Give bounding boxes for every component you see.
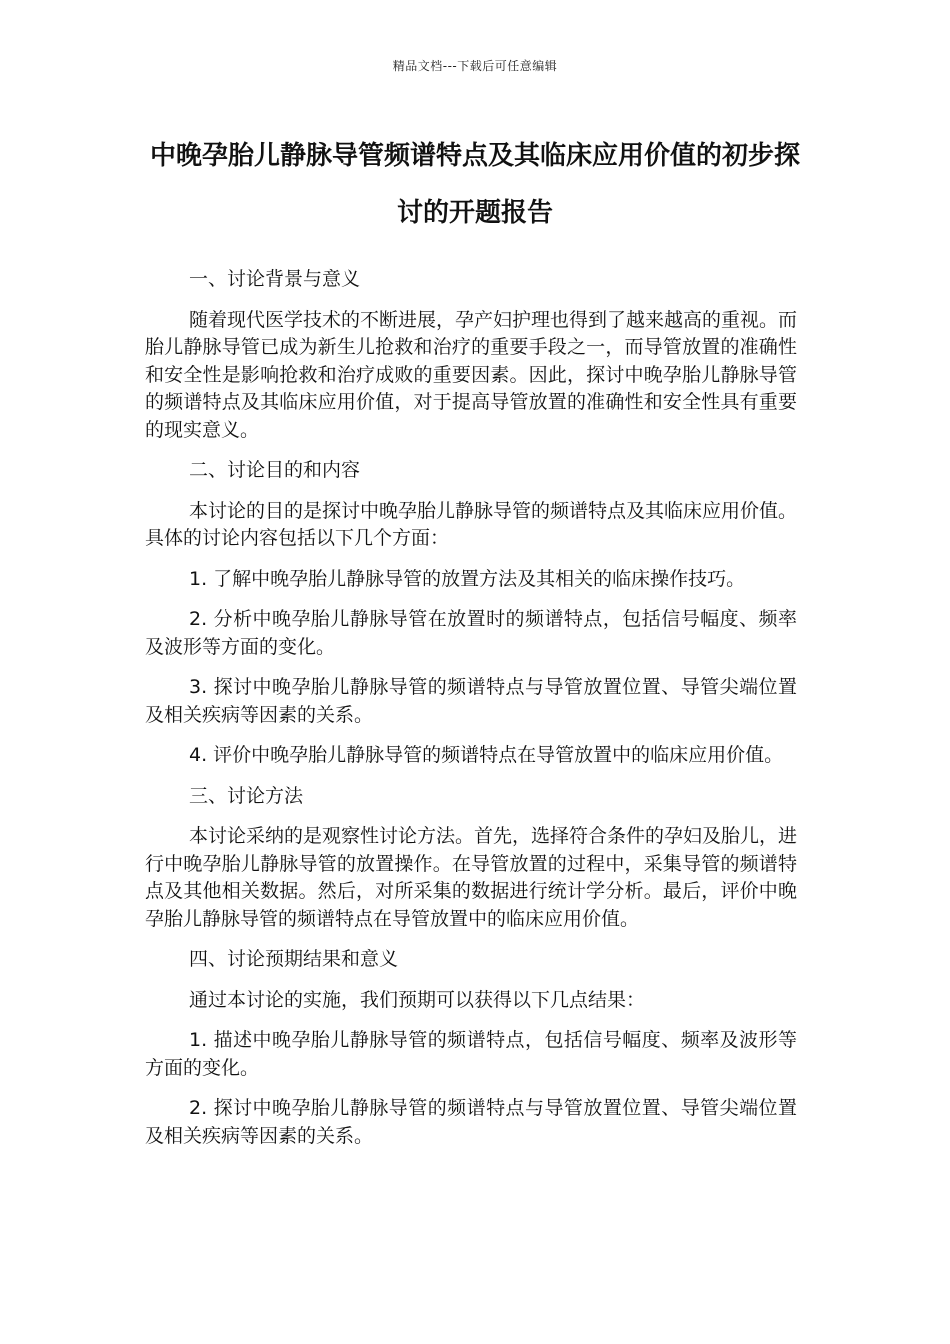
list-item: 4. 评价中晚孕胎儿静脉导管的频谱特点在导管放置中的临床应用价值。 [189, 744, 784, 766]
section-heading: 四、讨论预期结果和意义 [189, 948, 399, 970]
document-title: 中晚孕胎儿静脉导管频谱特点及其临床应用价值的初步探讨的开题报告 [149, 141, 800, 228]
list-item: 1. 描述中晚孕胎儿静脉导管的频谱特点，包括信号幅度、频率及波形等方面的变化。 [145, 1029, 797, 1079]
paragraph: 本讨论的目的是探讨中晚孕胎儿静脉导管的频谱特点及其临床应用价值。具体的讨论内容包括以下几个方面： [145, 499, 798, 549]
list-item: 1. 了解中晚孕胎儿静脉导管的放置方法及其相关的临床操作技巧。 [189, 567, 746, 590]
document-body [145, 266, 797, 1163]
list-item: 3. 探讨中晚孕胎儿静脉导管的频谱特点与导管放置位置、导管尖端位置及相关疾病等因素的关系。 [145, 676, 797, 726]
paragraph: 随着现代医学技术的不断进展，孕产妇护理也得到了越来越高的重视。而胎儿静脉导管已成为新生儿抢救和治疗的重要手段之一，而导管放置的准确性和安全性是影响抢救和治疗成败的重要因素。因此，探讨中晚孕胎儿静脉导管的频谱特点及其临床应用价值，对于提高导管放置的准确性和安全性具有重要的现实意义。 [145, 308, 798, 441]
section-heading: 二、讨论目的和内容 [189, 459, 361, 481]
list-item: 2. 分析中晚孕胎儿静脉导管在放置时的频谱特点，包括信号幅度、频率及波形等方面的变化。 [145, 608, 797, 658]
paragraph: 通过本讨论的实施，我们预期可以获得以下几点结果： [189, 988, 646, 1011]
section-heading: 一、讨论背景与意义 [189, 268, 361, 290]
header-note: 精品文档---下载后可任意编辑 [392, 59, 558, 73]
list-item: 2. 探讨中晚孕胎儿静脉导管的频谱特点与导管放置位置、导管尖端位置及相关疾病等因素的关系。 [145, 1097, 797, 1147]
section-heading: 三、讨论方法 [189, 784, 304, 807]
paragraph: 本讨论采纳的是观察性讨论方法。首先，选择符合条件的孕妇及胎儿，进行中晚孕胎儿静脉导管的放置操作。在导管放置的过程中，采集导管的频谱特点及其他相关数据。然后，对所采集的数据进行统计学分析。最后，评价中晚孕胎儿静脉导管的频谱特点在导管放置中的临床应用价值。 [145, 825, 798, 930]
